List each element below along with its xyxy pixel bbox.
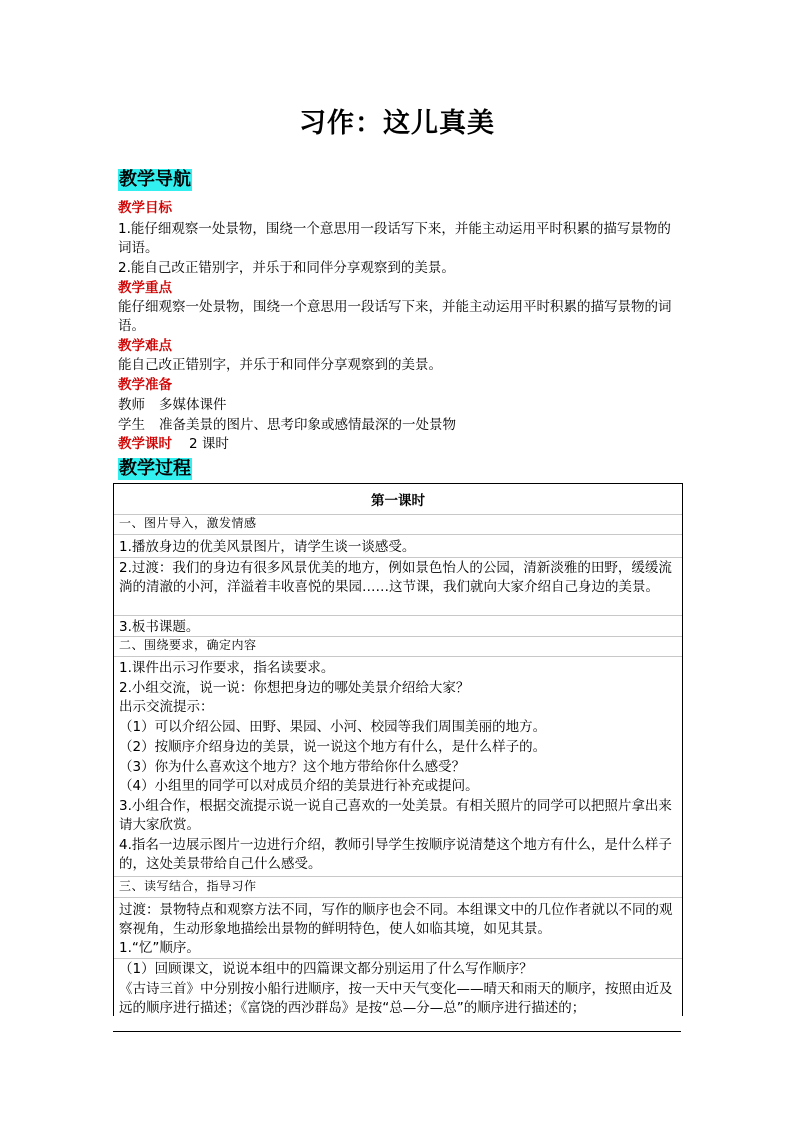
lesson-title: 第一课时: [371, 493, 425, 509]
divider: [114, 615, 682, 616]
divider: [114, 534, 682, 535]
s1-paragraph-2: 2.过渡：我们的身边有很多风景优美的地方，例如景色怡人的公园，清新淡雅的田野，缓缓流淌的清澈的小河，洋溢着丰收喜悦的果园……这节课，我们就向大家介绍自己身边的美景。: [119, 560, 672, 595]
section-heading-teaching-guide: 教学导航: [119, 169, 191, 190]
s3-paragraph-4: 《古诗三首》中分别按小船行进顺序，按一天中天气变化——晴天和雨天的顺序，按照由近及远的顺序进行描述；《富饶的西沙群岛》是按“总—分—总”的顺序进行描述的；: [119, 981, 673, 1016]
label-class-hours: 教学课时: [118, 436, 172, 452]
prep-student-text: 准备美景的图片、思考印象或感情最深的一处景物: [159, 417, 456, 433]
divider: [114, 876, 682, 877]
section-3-heading: 三、读写结合，指导习作: [119, 879, 257, 893]
prep-teacher-role: 教师: [118, 397, 145, 413]
key-points-text: 能仔细观察一处景物，围绕一个意思用一段话写下来，并能主动运用平时积累的描写景物的词语。: [118, 299, 672, 334]
s2-tip-3: （3）你为什么喜欢这个地方？这个地方带给你什么感受？: [119, 759, 466, 775]
s2-tip-2: （2）按顺序介绍身边的美景，说一说这个地方有什么，是什么样子的。: [119, 739, 547, 755]
s2-paragraph-3: 出示交流提示：: [119, 699, 214, 715]
s2-paragraph-1: 1.课件出示习作要求，指名读要求。: [119, 660, 335, 676]
s2-paragraph-4: 3.小组合作，根据交流提示说一说自己喜欢的一处美景。有相关照片的同学可以把照片拿出来请大家欣赏。: [119, 798, 672, 833]
label-teaching-goals: 教学目标: [118, 200, 172, 216]
teaching-process-box: [113, 483, 683, 1016]
label-key-points: 教学重点: [118, 280, 172, 296]
prep-student-role: 学生: [118, 417, 145, 433]
s2-tip-4: （4）小组里的同学可以对成员介绍的美景进行补充或提问。: [119, 778, 479, 794]
s3-paragraph-3: （1）回顾课文，说说本组中的四篇课文都分别运用了什么写作顺序？: [119, 961, 533, 977]
prep-teacher-line: [118, 396, 678, 415]
section-1-heading: 一、图片导入，激发情感: [119, 516, 257, 530]
divider: [114, 958, 682, 959]
difficulties-text: 能自己改正错别字，并乐于和同伴分享观察到的美景。: [118, 357, 442, 373]
prep-teacher-text: 多媒体课件: [159, 397, 227, 413]
s2-paragraph-2: 2.小组交流，说一说：你想把身边的哪处美景介绍给大家？: [119, 680, 470, 696]
page-bottom-rule: [113, 1031, 681, 1032]
class-hours-value: 2 课时: [189, 436, 229, 452]
section-2-heading: 二、围绕要求，确定内容: [119, 638, 257, 652]
divider: [114, 656, 682, 657]
prep-student-line: [118, 416, 678, 435]
page-title: 习作：这儿真美: [299, 108, 495, 139]
s3-paragraph-1: 过渡：景物特点和观察方法不同，写作的顺序也会不同。本组课文中的几位作者就以不同的观察视角，生动形象地描绘出景物的鲜明特色，使人如临其境，如见其景。: [119, 902, 673, 937]
label-preparation: 教学准备: [118, 377, 172, 393]
label-difficulties: 教学难点: [118, 338, 172, 354]
divider: [114, 557, 682, 558]
s1-paragraph-1: 1.播放身边的优美风景图片，请学生谈一谈感受。: [119, 539, 416, 555]
divider: [114, 897, 682, 898]
goal-item-2: 2.能自己改正错别字，并乐于和同伴分享观察到的美景。: [118, 260, 455, 276]
section-heading-teaching-process: 教学过程: [119, 458, 191, 479]
s2-tip-1: （1）可以介绍公园、田野、果园、小河、校园等我们周围美丽的地方。: [119, 719, 547, 735]
s1-paragraph-3: 3.板书课题。: [119, 619, 200, 635]
s2-paragraph-5: 4.指名一边展示图片一边进行介绍，教师引导学生按顺序说清楚这个地方有什么，是什么样子的，这处美景带给自己什么感受。: [119, 837, 672, 872]
goal-item-1: 1.能仔细观察一处景物，围绕一个意思用一段话写下来，并能主动运用平时积累的描写景物的词语。: [118, 221, 671, 256]
s3-paragraph-2: 1.“忆”顺序。: [119, 940, 200, 956]
